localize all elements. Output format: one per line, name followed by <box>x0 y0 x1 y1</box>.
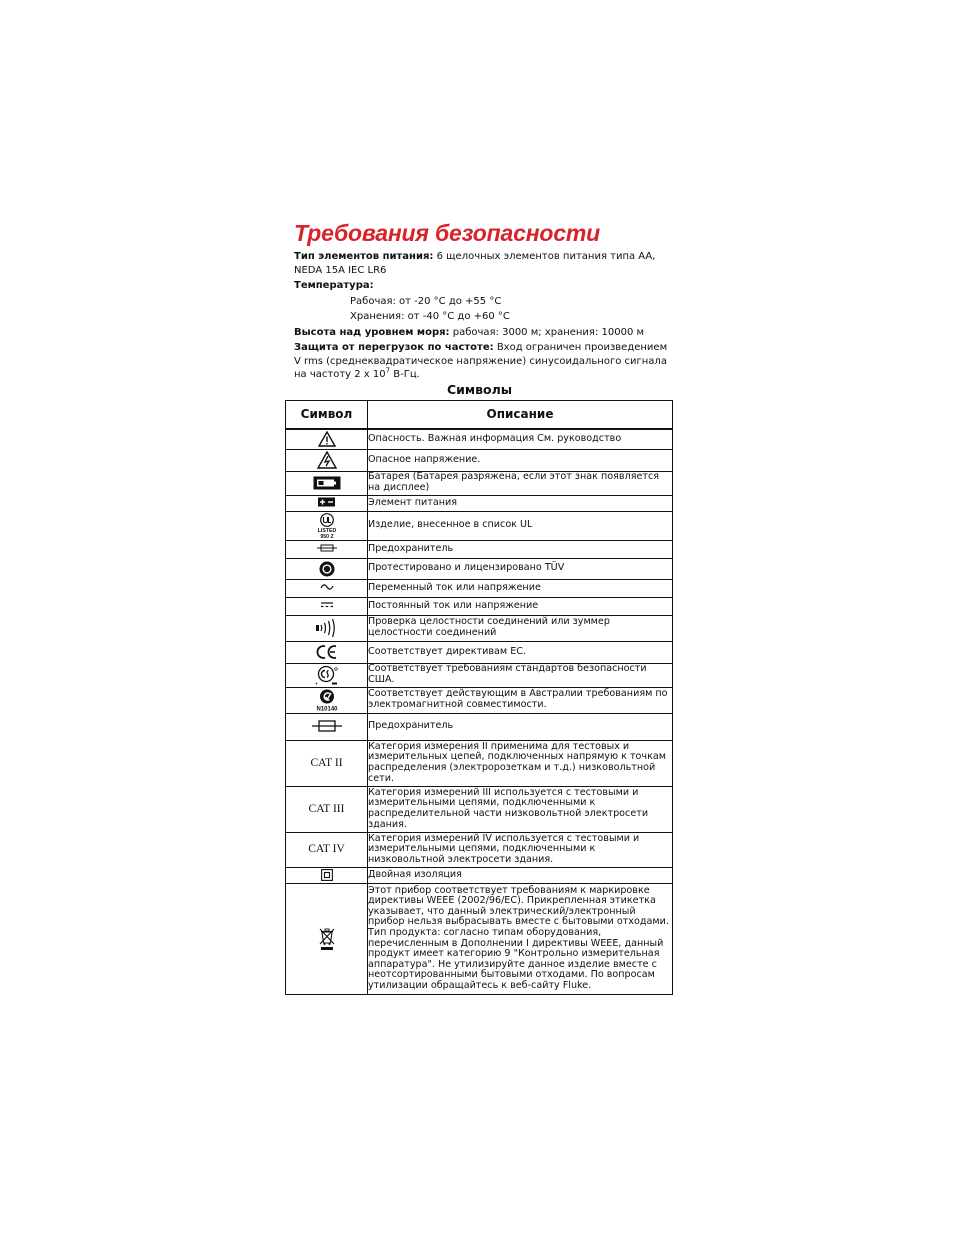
table-row <box>286 449 673 471</box>
spec-temperature-label-text: Температура: <box>294 280 374 291</box>
spec-power <box>294 250 674 277</box>
ul-control-number-text: 950 Z <box>319 533 334 539</box>
ce-mark-icon <box>316 644 338 660</box>
description-cell: Опасность. Важная информация См. руководство <box>368 429 673 449</box>
table-row <box>286 429 673 449</box>
description-cell: Двойная изоляция <box>368 867 673 883</box>
cat-iv-label: CAT IV <box>286 832 368 867</box>
symbol-cell <box>286 663 368 687</box>
description-cell: Соответствует директивам EC. <box>368 641 673 663</box>
fuse-large-icon <box>312 720 342 732</box>
table-row <box>286 687 673 713</box>
spec-overload-text1: Вход ограничен произведением <box>496 342 668 353</box>
table-row <box>286 558 673 579</box>
spec-overload-exponent: 7 <box>385 366 391 375</box>
table-row <box>286 471 673 495</box>
low-battery-icon <box>313 476 341 490</box>
dc-icon <box>321 602 333 608</box>
symbol-cell <box>286 449 368 471</box>
symbol-cell <box>286 540 368 558</box>
description-cell: Элемент питания <box>368 495 673 511</box>
symbol-cell <box>286 558 368 579</box>
symbol-cell <box>286 687 368 713</box>
table-row <box>286 579 673 597</box>
ac-icon <box>320 583 334 591</box>
cat-iii-label: CAT III <box>286 786 368 832</box>
table-row <box>286 597 673 615</box>
spec-temperature-operating: Рабочая: от -20 °C до +55 °C <box>350 296 502 307</box>
description-cell: Соответствует действующим в Австралии требованиям по электромагнитной совместимости. <box>368 687 673 713</box>
description-cell: Предохранитель <box>368 713 673 740</box>
table-row <box>286 615 673 641</box>
description-cell: Протестировано и лицензировано TÜV <box>368 558 673 579</box>
spec-overload-text3a: на частоту 2 x 10 <box>294 369 386 380</box>
spec-temperature-label <box>294 279 674 293</box>
table-row <box>286 641 673 663</box>
table-row <box>286 740 673 786</box>
description-cell: Опасное напряжение. <box>368 449 673 471</box>
continuity-beeper-icon <box>315 618 339 638</box>
description-cell: Соответствует требованиям стандартов безопасности США. <box>368 663 673 687</box>
column-header-description: Описание <box>368 401 673 430</box>
table-row <box>286 511 673 540</box>
spec-overload-text2: V rms (среднеквадратическое напряжение) синусоидального сигнала <box>294 355 667 367</box>
symbols-table <box>285 400 673 995</box>
symbol-cell <box>286 429 368 449</box>
spec-altitude-text: рабочая: 3000 м; хранения: 10000 м <box>452 327 645 338</box>
symbol-cell <box>286 511 368 540</box>
description-cell: Переменный ток или напряжение <box>368 579 673 597</box>
symbol-cell <box>286 495 368 511</box>
battery-cell-icon <box>318 497 335 507</box>
description-cell: Категория измерений IV используется с тестовыми и измерительными цепями, подключенными к низковольтной электросети здания. <box>368 832 673 867</box>
double-insulation-icon <box>321 869 333 881</box>
c-tick-number-text: N10140 <box>315 706 338 712</box>
c-tick-icon <box>313 688 341 712</box>
cat-ii-label: CAT II <box>286 740 368 786</box>
symbol-cell <box>286 713 368 740</box>
symbol-cell <box>286 597 368 615</box>
description-cell: Категория измерения II применима для тестовых и измерительных цепей, подключенных напрямую к точкам распределения (электророзеткам и т.д.) низковольтной сети. <box>368 740 673 786</box>
description-cell: Категория измерений III используется с тестовыми и измерительными цепями, подключенными к распределительной части низковольтной электросети здания. <box>368 786 673 832</box>
ul-listed-icon <box>316 513 338 539</box>
symbol-cell <box>286 579 368 597</box>
table-row <box>286 713 673 740</box>
description-cell: Этот прибор соответствует требованиям к маркировке директивы WEEE (2002/96/EC). Прикрепленная этикетка указывает, что данный электрический/электронный прибор нельзя выбрасывать вместе с бытовыми отходами. Тип продукта: согласно типам оборудования, перечисленным в Дополнении I директивы WEEE, данный продукт имеет категорию 9 "Контрольно измерительная аппаратура". Не утилизируйте данное изделие вместе с неотсортированными бытовыми отходами. По вопросам утилизации обращайтесь к веб-сайту Fluke. <box>368 883 673 994</box>
symbol-cell <box>286 883 368 994</box>
description-cell: Постоянный ток или напряжение <box>368 597 673 615</box>
spec-power-text: 6 щелочных элементов питания типа AA, <box>436 251 656 262</box>
table-row <box>286 867 673 883</box>
table-row <box>286 786 673 832</box>
warning-triangle-icon <box>318 431 336 447</box>
csa-mark-icon <box>314 664 340 686</box>
table-row <box>286 663 673 687</box>
hazardous-voltage-icon <box>317 451 337 469</box>
table-row <box>286 540 673 558</box>
table-row <box>286 832 673 867</box>
description-cell: Изделие, внесенное в список UL <box>368 511 673 540</box>
description-cell: Батарея (Батарея разряжена, если этот знак появляется на дисплее) <box>368 471 673 495</box>
symbol-cell <box>286 471 368 495</box>
page-title: Требования безопасности <box>294 220 600 246</box>
fuse-icon <box>317 544 337 552</box>
spec-overload-label: Защита от перегрузок по частоте: <box>294 342 494 353</box>
spec-altitude-label: Высота над уровнем моря: <box>294 327 450 338</box>
description-cell: Проверка целостности соединений или зуммер целостности соединений <box>368 615 673 641</box>
spec-temperature-storage: Хранения: от -40 °C до +60 °C <box>350 311 510 322</box>
spec-power-text2: NEDA 15A IEC LR6 <box>294 264 387 276</box>
symbol-cell <box>286 641 368 663</box>
spec-altitude <box>294 326 674 340</box>
column-header-symbol: Символ <box>286 401 368 430</box>
description-cell: Предохранитель <box>368 540 673 558</box>
spec-overload <box>294 341 674 382</box>
ul-listed-text: LISTED <box>317 527 336 534</box>
table-row <box>286 495 673 511</box>
symbol-cell <box>286 867 368 883</box>
symbols-section-title: Символы <box>446 382 513 397</box>
spec-power-label: Тип элементов питания: <box>294 251 434 262</box>
spec-overload-text3b: В-Гц. <box>390 369 420 380</box>
tuv-icon <box>319 561 335 577</box>
weee-bin-icon <box>318 927 336 951</box>
symbol-cell <box>286 615 368 641</box>
table-header-row <box>286 401 673 430</box>
table-row <box>286 883 673 994</box>
